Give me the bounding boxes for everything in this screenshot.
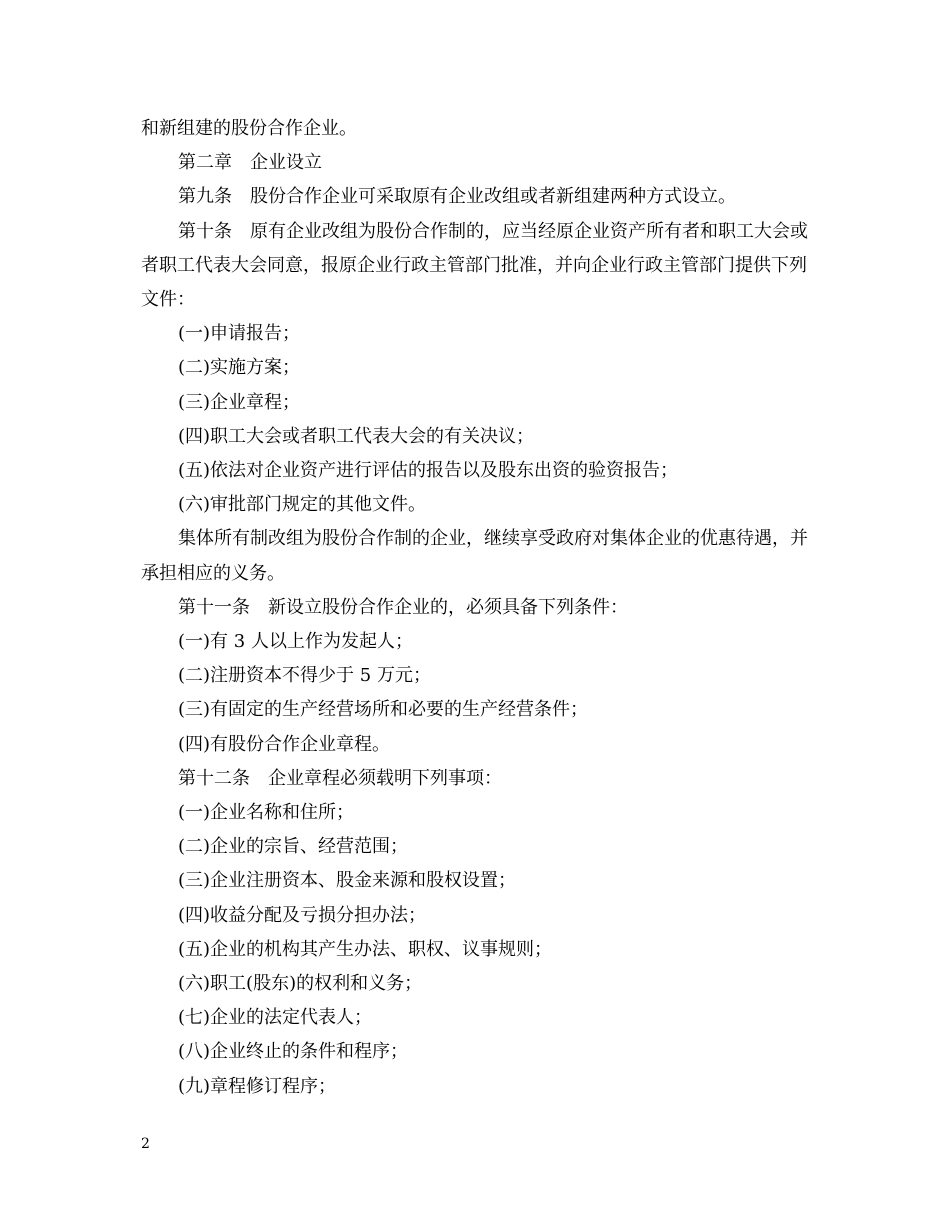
list-item: (四)收益分配及亏损分担办法； <box>178 904 427 926</box>
list-item: (三)企业注册资本、股金来源和股权设置； <box>178 870 517 892</box>
list-item: (六)审批部门规定的其他文件。 <box>178 494 427 516</box>
list-item: (三)有固定的生产经营场所和必要的生产经营条件； <box>178 699 589 721</box>
list-item: (一)有 3 人以上作为发起人； <box>178 631 413 653</box>
paragraph: 和新组建的股份合作企业。 <box>141 118 357 139</box>
article-9: 第九条 股份合作企业可采取原有企业改组或者新组建两种方式设立。 <box>178 186 736 208</box>
paragraph: 集体所有制改组为股份合作制的企业，继续享受政府对集体企业的优惠待遇，并承担相应的义务。 <box>141 528 808 584</box>
list-item: (五)依法对企业资产进行评估的报告以及股东出资的验资报告； <box>178 460 679 482</box>
list-item: (四)职工大会或者职工代表大会的有关决议； <box>178 425 535 447</box>
article-11: 第十一条 新设立股份合作企业的，必须具备下列条件： <box>178 596 628 618</box>
article-10: 第十条 原有企业改组为股份合作制的，应当经原企业资产所有者和职工大会或者职工代表大会同意，报原企业行政主管部门批准，并向企业行政主管部门提供下列文件： <box>141 220 808 311</box>
list-item: (一)企业名称和住所； <box>178 802 355 824</box>
document-body <box>141 112 813 1104</box>
list-item: (六)职工(股东)的权利和义务； <box>178 973 423 995</box>
list-item: (二)实施方案； <box>178 357 301 379</box>
list-item: (二)企业的宗旨、经营范围； <box>178 836 409 858</box>
list-item: (五)企业的机构其产生办法、职权、议事规则； <box>178 938 553 960</box>
page-number: 2 <box>141 1136 150 1152</box>
list-item: (九)章程修订程序； <box>178 1075 337 1097</box>
list-item: (四)有股份合作企业章程。 <box>178 733 391 755</box>
chapter-heading: 第二章 企业设立 <box>178 152 322 174</box>
list-item: (二)注册资本不得少于 5 万元； <box>178 665 431 687</box>
list-item: (七)企业的法定代表人； <box>178 1007 373 1029</box>
list-item: (八)企业终止的条件和程序； <box>178 1041 409 1063</box>
list-item: (三)企业章程； <box>178 391 301 413</box>
article-12: 第十二条 企业章程必须载明下列事项： <box>178 767 502 789</box>
list-item: (一)申请报告； <box>178 323 301 345</box>
